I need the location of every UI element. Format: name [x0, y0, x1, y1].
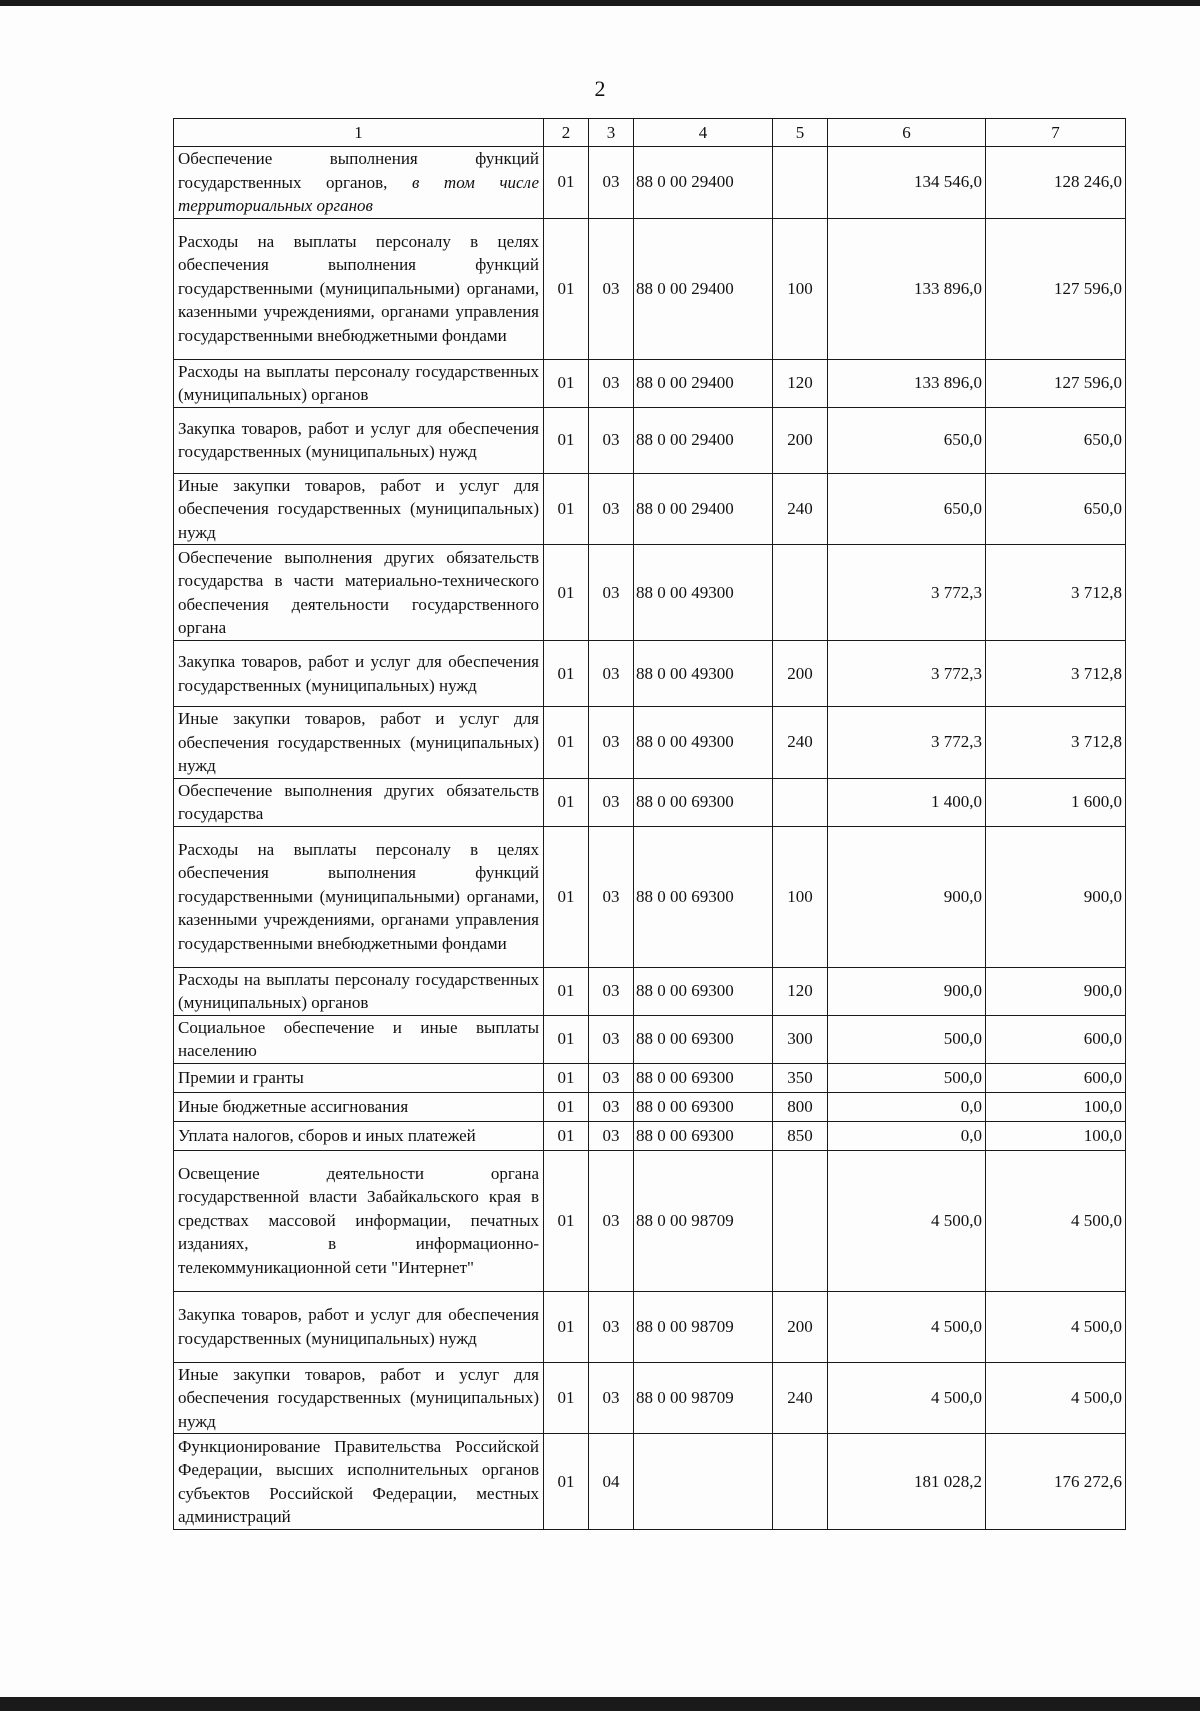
row-subsection: 03 [589, 641, 634, 707]
column-header: 1 [174, 119, 544, 147]
row-amount-year1: 134 546,0 [828, 147, 986, 219]
row-target-article: 88 0 00 69300 [634, 1121, 773, 1150]
row-section: 01 [544, 1291, 589, 1362]
row-target-article: 88 0 00 69300 [634, 778, 773, 826]
row-amount-year1: 1 400,0 [828, 778, 986, 826]
header-row [174, 119, 1126, 147]
row-amount-year2: 3 712,8 [986, 707, 1126, 779]
row-name: Закупка товаров, работ и услуг для обеспечения государственных (муниципальных) нужд [174, 1291, 544, 1362]
row-expense-type [773, 545, 828, 641]
row-target-article: 88 0 00 49300 [634, 641, 773, 707]
row-target-article: 88 0 00 29400 [634, 407, 773, 473]
row-subsection: 03 [589, 473, 634, 545]
row-amount-year2: 650,0 [986, 473, 1126, 545]
row-name: Премии и гранты [174, 1063, 544, 1092]
row-section: 01 [544, 707, 589, 779]
table-row [174, 1434, 1126, 1530]
row-section: 01 [544, 1092, 589, 1121]
row-name: Расходы на выплаты персоналу государственных (муниципальных) органов [174, 359, 544, 407]
row-amount-year2: 900,0 [986, 826, 1126, 967]
table-row [174, 359, 1126, 407]
row-amount-year2: 128 246,0 [986, 147, 1126, 219]
table-row [174, 1291, 1126, 1362]
row-subsection: 03 [589, 545, 634, 641]
row-name: Расходы на выплаты персоналу в целях обеспечения выполнения функций государственными (муниципальными) органами, казенными учреждениями, органами управления государственными внебюджетными фондами [174, 218, 544, 359]
row-section: 01 [544, 1150, 589, 1291]
table-row [174, 641, 1126, 707]
row-subsection: 03 [589, 1092, 634, 1121]
table-row [174, 1015, 1126, 1063]
row-target-article: 88 0 00 69300 [634, 1015, 773, 1063]
row-amount-year2: 4 500,0 [986, 1291, 1126, 1362]
row-expense-type [773, 778, 828, 826]
table-row [174, 1362, 1126, 1434]
row-amount-year2: 650,0 [986, 407, 1126, 473]
column-header: 3 [589, 119, 634, 147]
row-section: 01 [544, 473, 589, 545]
row-expense-type: 240 [773, 473, 828, 545]
row-amount-year2: 100,0 [986, 1092, 1126, 1121]
row-name: Закупка товаров, работ и услуг для обеспечения государственных (муниципальных) нужд [174, 407, 544, 473]
table-row [174, 407, 1126, 473]
row-amount-year1: 133 896,0 [828, 359, 986, 407]
row-expense-type: 200 [773, 641, 828, 707]
row-target-article: 88 0 00 69300 [634, 1092, 773, 1121]
row-section: 01 [544, 967, 589, 1015]
row-target-article: 88 0 00 98709 [634, 1362, 773, 1434]
row-section: 01 [544, 1121, 589, 1150]
row-expense-type [773, 1434, 828, 1530]
table-row [174, 707, 1126, 779]
row-name: Обеспечение выполнения других обязательств государства в части материально-технического обеспечения деятельности государственного органа [174, 545, 544, 641]
row-name: Закупка товаров, работ и услуг для обеспечения государственных (муниципальных) нужд [174, 641, 544, 707]
row-expense-type: 240 [773, 707, 828, 779]
row-amount-year1: 0,0 [828, 1121, 986, 1150]
row-subsection: 03 [589, 778, 634, 826]
row-subsection: 03 [589, 1121, 634, 1150]
row-amount-year1: 500,0 [828, 1063, 986, 1092]
row-target-article: 88 0 00 49300 [634, 707, 773, 779]
table-row [174, 826, 1126, 967]
table-row [174, 218, 1126, 359]
column-header: 2 [544, 119, 589, 147]
row-target-article: 88 0 00 98709 [634, 1150, 773, 1291]
table-row [174, 1150, 1126, 1291]
row-subsection: 03 [589, 707, 634, 779]
column-header: 4 [634, 119, 773, 147]
row-subsection: 03 [589, 826, 634, 967]
row-name: Расходы на выплаты персоналу государственных (муниципальных) органов [174, 967, 544, 1015]
row-subsection: 03 [589, 1015, 634, 1063]
row-name: Иные бюджетные ассигнования [174, 1092, 544, 1121]
row-amount-year1: 133 896,0 [828, 218, 986, 359]
row-amount-year2: 1 600,0 [986, 778, 1126, 826]
table-row [174, 1121, 1126, 1150]
row-subsection: 04 [589, 1434, 634, 1530]
row-name: Иные закупки товаров, работ и услуг для обеспечения государственных (муниципальных) нужд [174, 707, 544, 779]
row-subsection: 03 [589, 1063, 634, 1092]
row-target-article: 88 0 00 69300 [634, 967, 773, 1015]
row-amount-year1: 181 028,2 [828, 1434, 986, 1530]
row-name: Обеспечение выполнения функций государственных органов, в том числе территориальных органов [174, 147, 544, 219]
row-subsection: 03 [589, 359, 634, 407]
row-section: 01 [544, 407, 589, 473]
row-amount-year1: 3 772,3 [828, 545, 986, 641]
row-amount-year1: 3 772,3 [828, 707, 986, 779]
row-section: 01 [544, 218, 589, 359]
table-row [174, 1092, 1126, 1121]
row-amount-year2: 3 712,8 [986, 641, 1126, 707]
row-expense-type [773, 1150, 828, 1291]
row-section: 01 [544, 1015, 589, 1063]
row-expense-type: 300 [773, 1015, 828, 1063]
row-section: 01 [544, 359, 589, 407]
table-row [174, 147, 1126, 219]
table-row [174, 778, 1126, 826]
row-amount-year1: 4 500,0 [828, 1150, 986, 1291]
row-amount-year1: 3 772,3 [828, 641, 986, 707]
row-target-article [634, 1434, 773, 1530]
table-row [174, 967, 1126, 1015]
row-name: Социальное обеспечение и иные выплаты населению [174, 1015, 544, 1063]
row-target-article: 88 0 00 29400 [634, 359, 773, 407]
row-expense-type: 850 [773, 1121, 828, 1150]
row-name: Обеспечение выполнения других обязательств государства [174, 778, 544, 826]
table-row [174, 473, 1126, 545]
row-expense-type: 120 [773, 359, 828, 407]
row-amount-year1: 0,0 [828, 1092, 986, 1121]
row-section: 01 [544, 147, 589, 219]
row-section: 01 [544, 778, 589, 826]
row-amount-year1: 500,0 [828, 1015, 986, 1063]
row-subsection: 03 [589, 1291, 634, 1362]
row-section: 01 [544, 641, 589, 707]
row-section: 01 [544, 826, 589, 967]
row-section: 01 [544, 1362, 589, 1434]
row-expense-type: 240 [773, 1362, 828, 1434]
row-name: Иные закупки товаров, работ и услуг для обеспечения государственных (муниципальных) нужд [174, 1362, 544, 1434]
row-subsection: 03 [589, 1362, 634, 1434]
row-name: Функционирование Правительства Российской Федерации, высших исполнительных органов субъектов Российской Федерации, местных администраций [174, 1434, 544, 1530]
column-header: 6 [828, 119, 986, 147]
row-amount-year2: 100,0 [986, 1121, 1126, 1150]
scan-bottom-edge [0, 1697, 1200, 1711]
column-header: 7 [986, 119, 1126, 147]
row-target-article: 88 0 00 49300 [634, 545, 773, 641]
row-subsection: 03 [589, 967, 634, 1015]
row-name: Иные закупки товаров, работ и услуг для обеспечения государственных (муниципальных) нужд [174, 473, 544, 545]
row-subsection: 03 [589, 218, 634, 359]
row-section: 01 [544, 545, 589, 641]
row-target-article: 88 0 00 98709 [634, 1291, 773, 1362]
row-target-article: 88 0 00 29400 [634, 473, 773, 545]
row-amount-year2: 3 712,8 [986, 545, 1126, 641]
row-target-article: 88 0 00 29400 [634, 147, 773, 219]
column-header: 5 [773, 119, 828, 147]
row-subsection: 03 [589, 147, 634, 219]
row-amount-year1: 900,0 [828, 826, 986, 967]
row-target-article: 88 0 00 29400 [634, 218, 773, 359]
row-subsection: 03 [589, 1150, 634, 1291]
row-name: Расходы на выплаты персоналу в целях обеспечения выполнения функций государственными (муниципальными) органами, казенными учреждениями, органами управления государственными внебюджетными фондами [174, 826, 544, 967]
row-amount-year2: 4 500,0 [986, 1150, 1126, 1291]
row-section: 01 [544, 1063, 589, 1092]
row-expense-type: 100 [773, 218, 828, 359]
row-amount-year1: 900,0 [828, 967, 986, 1015]
row-target-article: 88 0 00 69300 [634, 826, 773, 967]
row-section: 01 [544, 1434, 589, 1530]
row-expense-type: 120 [773, 967, 828, 1015]
budget-table [173, 118, 1126, 1530]
row-amount-year1: 650,0 [828, 407, 986, 473]
row-amount-year2: 127 596,0 [986, 218, 1126, 359]
row-target-article: 88 0 00 69300 [634, 1063, 773, 1092]
row-expense-type: 200 [773, 407, 828, 473]
row-amount-year2: 4 500,0 [986, 1362, 1126, 1434]
scan-top-edge [0, 0, 1200, 6]
row-amount-year2: 127 596,0 [986, 359, 1126, 407]
table-row [174, 545, 1126, 641]
row-amount-year1: 4 500,0 [828, 1291, 986, 1362]
row-expense-type: 800 [773, 1092, 828, 1121]
row-amount-year1: 650,0 [828, 473, 986, 545]
table-row [174, 1063, 1126, 1092]
row-amount-year2: 176 272,6 [986, 1434, 1126, 1530]
row-amount-year2: 600,0 [986, 1063, 1126, 1092]
row-amount-year1: 4 500,0 [828, 1362, 986, 1434]
row-expense-type: 100 [773, 826, 828, 967]
row-expense-type [773, 147, 828, 219]
page-number: 2 [594, 76, 606, 101]
row-expense-type: 200 [773, 1291, 828, 1362]
row-amount-year2: 900,0 [986, 967, 1126, 1015]
row-expense-type: 350 [773, 1063, 828, 1092]
row-subsection: 03 [589, 407, 634, 473]
row-amount-year2: 600,0 [986, 1015, 1126, 1063]
row-name: Уплата налогов, сборов и иных платежей [174, 1121, 544, 1150]
row-name: Освещение деятельности органа государственной власти Забайкальского края в средствах массовой информации, печатных изданиях, в информационно-телекоммуникационной сети "Интернет" [174, 1150, 544, 1291]
